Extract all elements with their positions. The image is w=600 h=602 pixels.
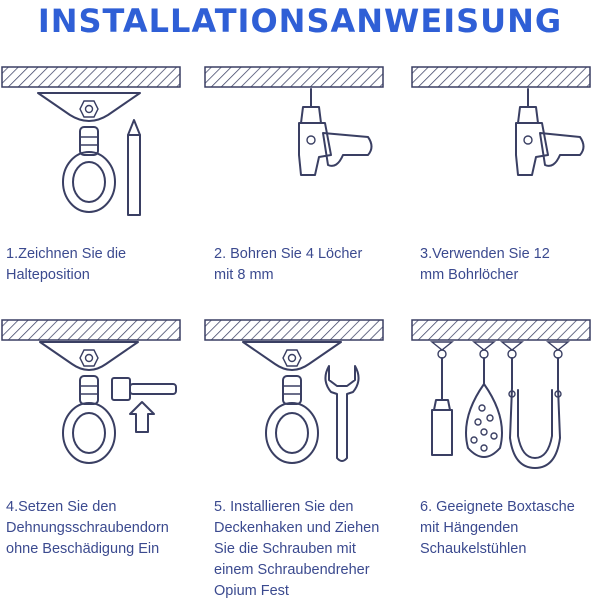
pencil-icon <box>128 120 140 215</box>
swivel-hook-icon <box>38 93 140 212</box>
step-2-illustration <box>203 65 388 245</box>
hanging-hammock-icon <box>509 358 561 468</box>
step-3-illustration <box>410 65 595 245</box>
step-1-caption: 1.Zeichnen Sie die Halteposition <box>6 246 127 283</box>
step-5-caption: 5. Installieren Sie den Deckenhaken und Ziehen Sie die Schrauben mit einem Schraubendreher Opium Fest <box>214 499 380 599</box>
step-3-caption: 3.Verwenden Sie 12 mm Bohrlöcher <box>420 246 550 283</box>
speed-bag-icon <box>466 358 502 457</box>
step-4-caption: 4.Setzen Sie den Dehnungsschraubendorn ohne Beschädigung Ein <box>6 499 169 557</box>
swivel-hook-icon <box>243 342 341 463</box>
step-4-illustration <box>0 318 185 498</box>
step-6-illustration <box>410 318 595 498</box>
wrench-icon <box>325 366 358 461</box>
drill-icon <box>299 89 372 175</box>
page-title: INSTALLATIONSANWEISUNG <box>37 2 563 40</box>
step-1-illustration <box>0 65 185 245</box>
hammer-icon <box>112 378 176 400</box>
step-6-caption: 6. Geeignete Boxtasche mit Hängenden Schaukelstühlen <box>420 499 575 557</box>
ceiling-beam <box>2 67 180 87</box>
arrow-up-icon <box>130 402 154 432</box>
swivel-hook-icon <box>40 342 138 463</box>
step-2-caption: 2. Bohren Sie 4 Löcher mit 8 mm <box>214 246 363 283</box>
drill-icon <box>516 89 584 175</box>
punching-bag-icon <box>432 358 452 455</box>
step-5-illustration <box>203 318 388 498</box>
